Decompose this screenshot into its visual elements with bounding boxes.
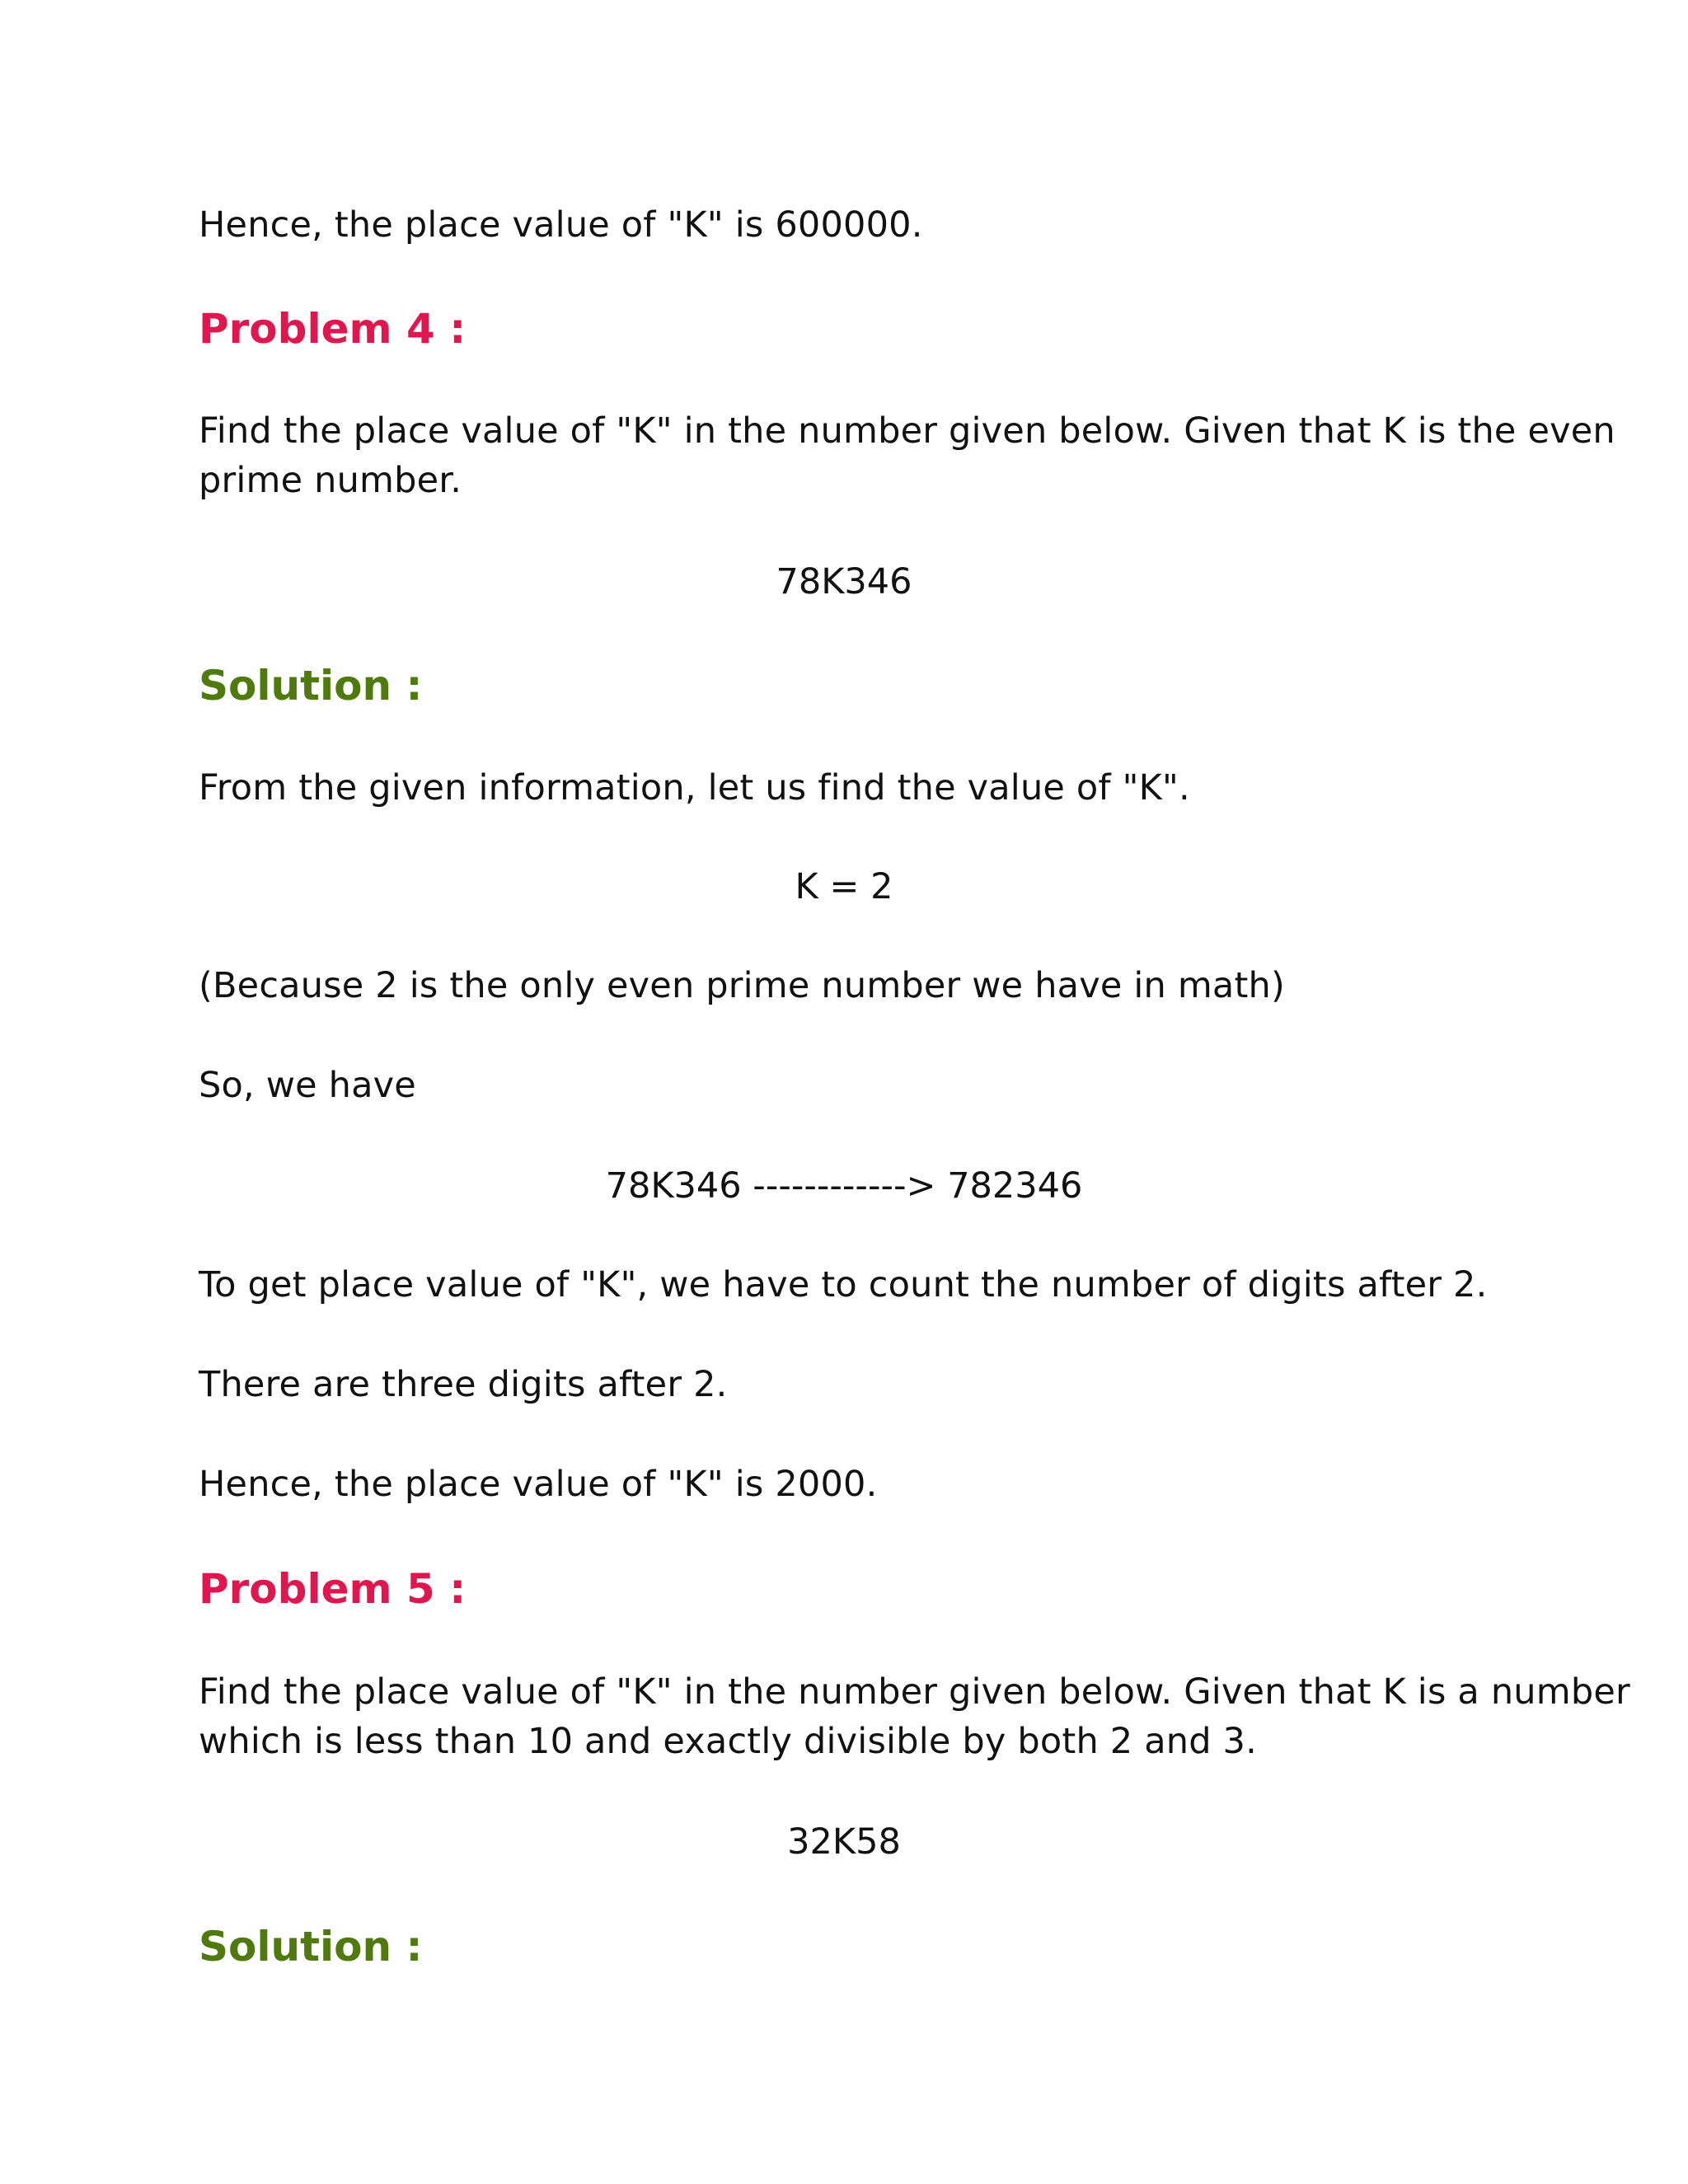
- solution-4-reason: (Because 2 is the only even prime number we have in math): [199, 965, 1285, 1006]
- solution-4-three-digits: There are three digits after 2.: [199, 1364, 728, 1405]
- problem-4-question-line-2: prime number.: [199, 460, 462, 501]
- solution-4-conclusion: Hence, the place value of "K" is 2000.: [199, 1464, 878, 1505]
- solution-4-substitution: 78K346 ------------> 782346: [605, 1165, 1083, 1207]
- previous-conclusion: Hence, the place value of "K" is 600000.: [199, 204, 923, 246]
- solution-4-equation: K = 2: [795, 866, 893, 907]
- solution-4-heading: Solution :: [199, 662, 423, 710]
- problem-4-number: 78K346: [776, 561, 912, 602]
- problem-5-question-line-1: Find the place value of "K" in the number given below. Given that K is a number: [199, 1671, 1630, 1713]
- solution-4-so-we-have: So, we have: [199, 1065, 416, 1106]
- problem-4-question-line-1: Find the place value of "K" in the number given below. Given that K is the even: [199, 410, 1615, 452]
- solution-4-count-digits: To get place value of "K", we have to count the number of digits after 2.: [199, 1264, 1488, 1305]
- problem-4-heading: Problem 4 :: [199, 305, 467, 353]
- problem-5-number: 32K58: [787, 1821, 901, 1863]
- solution-4-step-1: From the given information, let us find the value of "K".: [199, 767, 1190, 808]
- solution-5-heading: Solution :: [199, 1923, 423, 1971]
- problem-5-question-line-2: which is less than 10 and exactly divisible by both 2 and 3.: [199, 1721, 1257, 1762]
- problem-5-heading: Problem 5 :: [199, 1565, 467, 1613]
